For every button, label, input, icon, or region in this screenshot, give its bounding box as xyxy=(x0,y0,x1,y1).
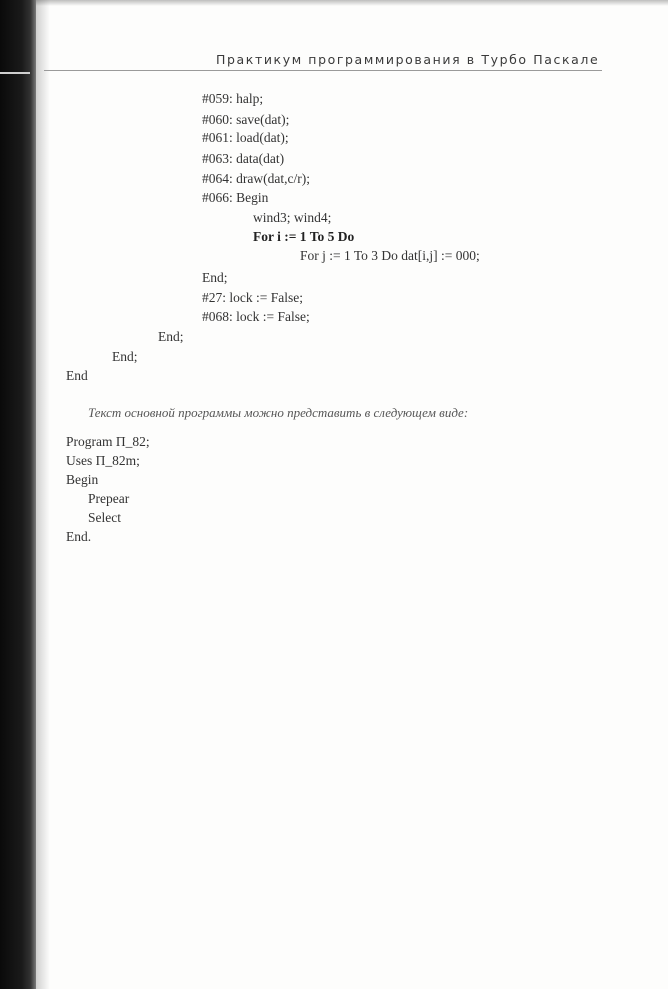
code-line: wind3; wind4; xyxy=(253,210,332,225)
body-paragraph: Текст основной программы можно представить в следующем виде: xyxy=(88,405,469,420)
code-line: Uses П_82m; xyxy=(66,453,140,468)
code-line: Program П_82; xyxy=(66,434,150,449)
code-line: End; xyxy=(202,270,228,285)
code-line: #068: lock := False; xyxy=(202,309,310,324)
page-top-shadow xyxy=(36,0,668,6)
code-line: For i := 1 To 5 Do xyxy=(253,229,355,244)
gutter-shadow xyxy=(36,0,50,989)
code-line: #27: lock := False; xyxy=(202,290,303,305)
book-spine xyxy=(0,0,36,989)
code-line: End; xyxy=(112,349,138,364)
code-line: End. xyxy=(66,529,92,544)
header-rule xyxy=(44,70,602,71)
code-line: #061: load(dat); xyxy=(202,130,289,145)
code-line: #063: data(dat) xyxy=(202,151,285,166)
margin-mark xyxy=(0,72,30,74)
code-line: #066: Begin xyxy=(202,190,269,205)
code-line: #064: draw(dat,c/r); xyxy=(202,171,310,186)
code-line: #060: save(dat); xyxy=(202,112,290,127)
code-line: Begin xyxy=(66,472,99,487)
code-line: For j := 1 To 3 Do dat[i,j] := 000; xyxy=(300,248,480,263)
code-line: #059: halp; xyxy=(202,91,264,106)
code-line: Prepear xyxy=(88,491,130,506)
code-line: End; xyxy=(158,329,184,344)
running-header: Практикум программирования в Турбо Паскале xyxy=(216,52,600,67)
code-line: End xyxy=(66,368,88,383)
code-line: Select xyxy=(88,510,121,525)
